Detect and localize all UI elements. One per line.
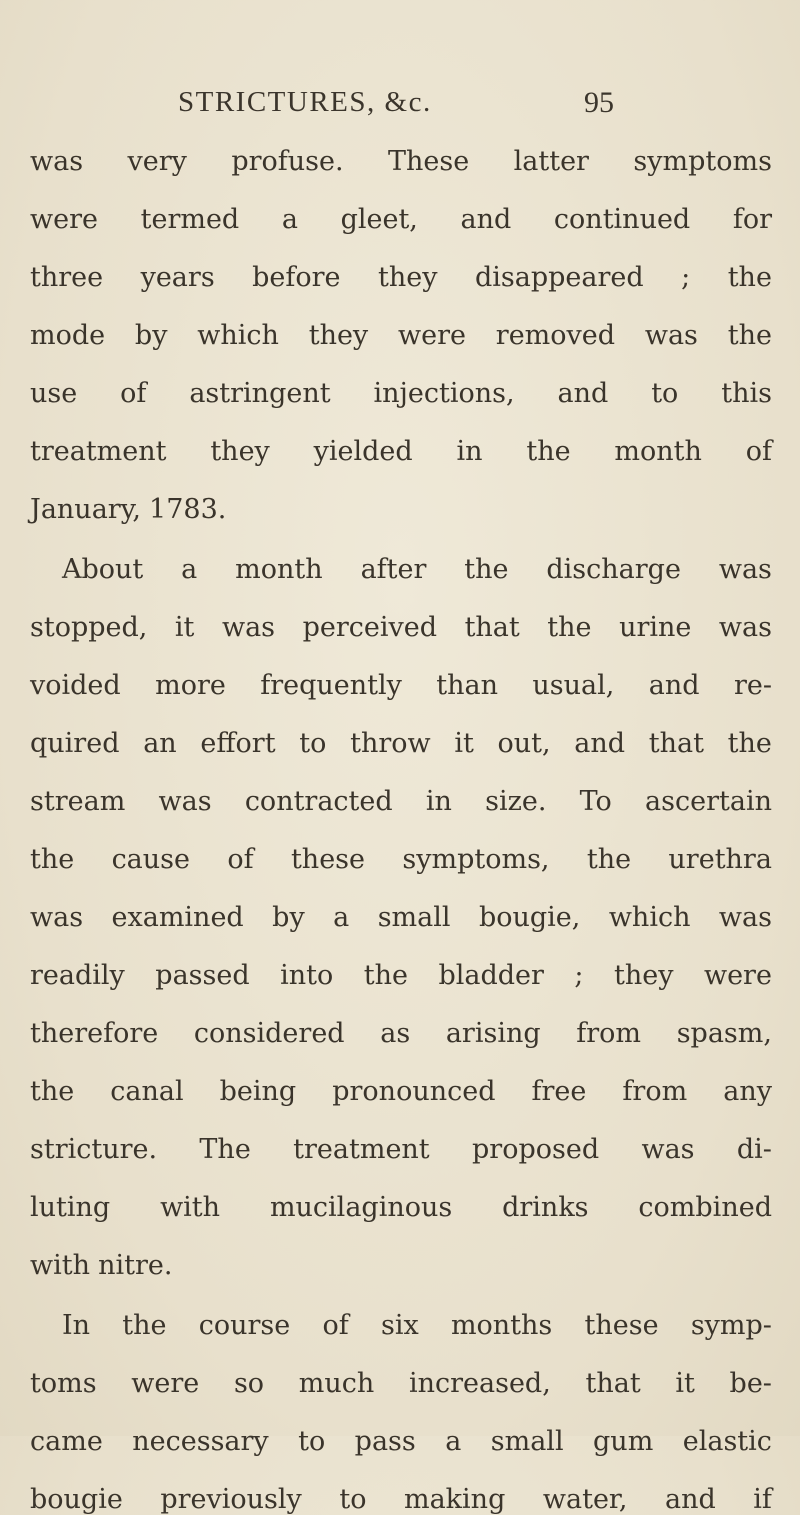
text-line: treatment they yielded in the month of: [30, 436, 772, 467]
text-line: About a month after the discharge was: [62, 554, 772, 585]
text-line: the cause of these symptoms, the urethra: [30, 844, 772, 875]
running-head: [0, 86, 800, 126]
text-line: bougie previously to making water, and if: [30, 1484, 772, 1515]
text-line: stopped, it was perceived that the urine was: [30, 612, 772, 643]
text-line: came necessary to pass a small gum elastic: [30, 1426, 772, 1457]
text-line: luting with mucilaginous drinks combined: [30, 1192, 772, 1223]
text-line: In the course of six months these symp-: [62, 1310, 772, 1341]
page-number: 95: [584, 86, 614, 119]
text-line: mode by which they were removed was the: [30, 320, 772, 351]
text-line: the canal being pronounced free from any: [30, 1076, 772, 1107]
text-line: use of astringent injections, and to this: [30, 378, 772, 409]
text-line: quired an effort to throw it out, and that the: [30, 728, 772, 759]
text-line: three years before they disappeared ; the: [30, 262, 772, 293]
running-title: STRICTURES, &c.: [178, 86, 432, 118]
text-line: therefore considered as arising from spasm,: [30, 1018, 772, 1049]
text-line: stream was contracted in size. To ascertain: [30, 786, 772, 817]
text-line: with nitre.: [30, 1250, 173, 1281]
text-line: was examined by a small bougie, which was: [30, 902, 772, 933]
text-line: January, 1783.: [30, 494, 227, 525]
text-line: was very profuse. These latter symptoms: [30, 146, 772, 177]
text-line: stricture. The treatment proposed was di-: [30, 1134, 772, 1165]
text-line: voided more frequently than usual, and re-: [30, 670, 772, 701]
text-line: toms were so much increased, that it be-: [30, 1368, 772, 1399]
text-line: were termed a gleet, and continued for: [30, 204, 772, 235]
text-line: readily passed into the bladder ; they were: [30, 960, 772, 991]
